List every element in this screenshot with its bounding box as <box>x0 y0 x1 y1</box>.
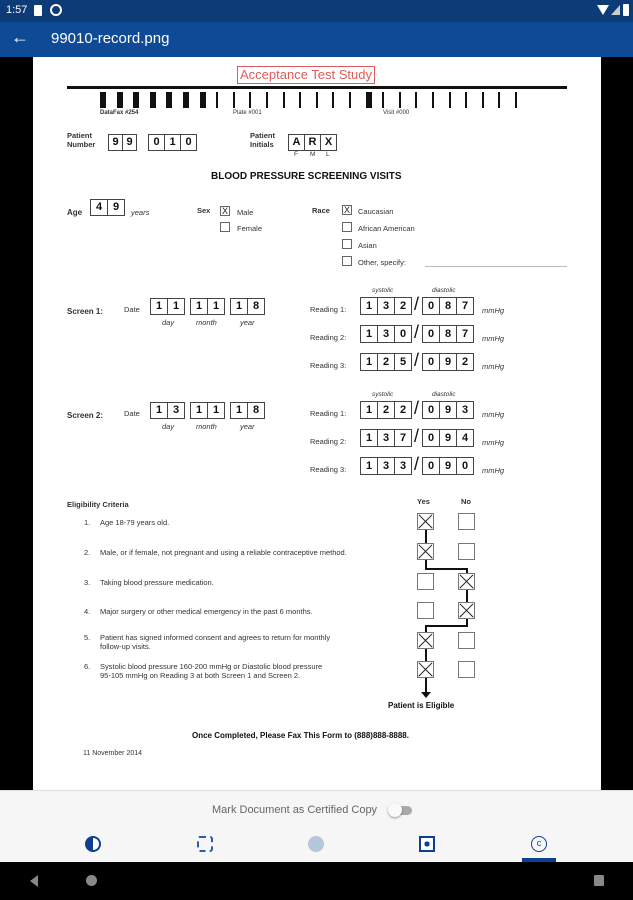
initials-sublabel: L <box>326 151 330 158</box>
patient-initials-digit: A <box>288 134 305 151</box>
signal-icon <box>611 5 620 15</box>
criterion-number: 2. <box>84 548 91 557</box>
systolic-digit: 1 <box>360 325 378 343</box>
patient-initials-label: Initials <box>250 140 274 149</box>
date-field-digit: 1 <box>150 298 168 315</box>
flow-connector <box>425 678 427 692</box>
no-checkbox[interactable] <box>458 661 475 678</box>
screen-label: Screen 1: <box>67 307 104 316</box>
yes-checkbox[interactable] <box>417 573 434 590</box>
no-checkbox[interactable] <box>458 602 475 619</box>
flow-connector <box>425 625 427 632</box>
patient-number-digit: 1 <box>164 134 181 151</box>
unit-label: mmHg <box>482 306 505 315</box>
barcode-label: Plate #001 <box>233 110 262 116</box>
flow-connector <box>425 625 468 627</box>
nav-recents-icon[interactable] <box>594 875 604 886</box>
barcode-bar <box>183 92 189 108</box>
no-sync-icon <box>50 4 62 16</box>
no-checkbox[interactable] <box>458 573 475 590</box>
yes-checkbox[interactable] <box>417 513 434 530</box>
barcode-bar <box>432 92 434 108</box>
date-field-digit: 1 <box>230 402 248 419</box>
fax-footer: Once Completed, Please Fax This Form to (888)888-8888. <box>192 731 409 740</box>
barcode-bar <box>283 92 285 108</box>
barcode-bar <box>415 92 417 108</box>
systolic-header: systolic <box>372 287 394 294</box>
date-field-digit: 3 <box>167 402 185 419</box>
systolic-digit: 3 <box>377 297 395 315</box>
toggle-thumb <box>388 803 402 817</box>
barcode-bar <box>449 92 451 108</box>
systolic-digit: 0 <box>394 325 412 343</box>
systolic-digit: 7 <box>394 429 412 447</box>
race-checkbox[interactable] <box>342 256 352 266</box>
reading-label: Reading 3: <box>310 465 347 474</box>
diastolic-digit: 2 <box>456 353 474 371</box>
navigation-bar <box>0 862 633 900</box>
date-field-digit: 1 <box>190 298 208 315</box>
slash: / <box>414 322 420 342</box>
slash: / <box>414 426 420 446</box>
criterion-text: Systolic blood pressure 160-200 mmHg or Diastolic blood pressure <box>100 662 323 671</box>
barcode-bar <box>382 92 384 108</box>
yes-header: Yes <box>417 497 430 506</box>
rotate-crop-icon[interactable] <box>197 836 213 852</box>
barcode-bar <box>299 92 301 108</box>
reading-label: Reading 1: <box>310 409 347 418</box>
criterion-text: Major surgery or other medical emergency in the past 6 months. <box>100 607 313 616</box>
flow-connector <box>425 649 427 661</box>
reading-label: Reading 1: <box>310 305 347 314</box>
date-sublabel: month <box>196 318 217 327</box>
yes-checkbox[interactable] <box>417 661 434 678</box>
systolic-digit: 3 <box>377 325 395 343</box>
wifi-icon <box>597 5 609 15</box>
unit-label: mmHg <box>482 362 505 371</box>
date-sublabel: year <box>240 422 255 431</box>
age-label: Age <box>67 208 83 217</box>
age-digit: 9 <box>107 199 125 216</box>
date-field-digit: 8 <box>247 402 265 419</box>
barcode-bar <box>200 92 206 108</box>
systolic-digit: 3 <box>394 457 412 475</box>
blur-icon[interactable] <box>308 836 324 852</box>
systolic-digit: 5 <box>394 353 412 371</box>
diastolic-digit: 4 <box>456 429 474 447</box>
date-sublabel: day <box>162 318 175 327</box>
barcode-bar <box>399 92 401 108</box>
criterion-text: Patient has signed informed consent and agrees to return for monthly <box>100 633 331 642</box>
criterion-number: 5. <box>84 633 91 642</box>
barcode-bar <box>166 92 172 108</box>
unit-label: mmHg <box>482 466 505 475</box>
diastolic-digit: 0 <box>422 457 440 475</box>
barcode-bar <box>498 92 500 108</box>
date-label: Date <box>124 409 140 418</box>
certified-copy-toggle[interactable] <box>392 806 412 815</box>
systolic-digit: 3 <box>377 457 395 475</box>
diastolic-digit: 8 <box>439 325 457 343</box>
diastolic-digit: 0 <box>422 325 440 343</box>
yes-checkbox[interactable] <box>417 602 434 619</box>
eligible-result: Patient is Eligible <box>388 701 455 710</box>
barcode-label: DataFax #254 <box>100 110 139 116</box>
yes-checkbox[interactable] <box>417 632 434 649</box>
systolic-digit: 2 <box>377 401 395 419</box>
diastolic-digit: 7 <box>456 325 474 343</box>
diastolic-digit: 0 <box>422 429 440 447</box>
barcode-bar <box>133 92 139 108</box>
race-option-label: Other, specify: <box>358 258 406 267</box>
sex-label: Sex <box>197 206 211 215</box>
reading-label: Reading 3: <box>310 361 347 370</box>
copyright-icon[interactable]: c <box>531 836 547 852</box>
page-title: 99010-record.png <box>51 30 170 47</box>
patient-number-label: Patient <box>67 131 93 140</box>
criterion-text: follow-up visits. <box>100 642 151 651</box>
years-label: years <box>131 208 150 217</box>
systolic-digit: 1 <box>360 401 378 419</box>
date-sublabel: year <box>240 318 255 327</box>
systolic-header: systolic <box>372 391 394 398</box>
systolic-digit: 1 <box>360 297 378 315</box>
screen-label: Screen 2: <box>67 411 104 420</box>
systolic-digit: 2 <box>394 297 412 315</box>
nav-home-icon[interactable] <box>86 875 97 886</box>
barcode-bar <box>366 92 372 108</box>
date-sublabel: day <box>162 422 175 431</box>
flow-connector <box>466 590 468 602</box>
systolic-digit: 1 <box>360 353 378 371</box>
date-field-digit: 1 <box>150 402 168 419</box>
bottom-panel <box>0 790 633 862</box>
systolic-digit: 1 <box>360 457 378 475</box>
race-checkbox[interactable] <box>342 239 352 249</box>
diastolic-digit: 0 <box>422 353 440 371</box>
battery-icon <box>623 4 629 16</box>
barcode-bar <box>150 92 156 108</box>
slash: / <box>414 350 420 370</box>
no-checkbox[interactable] <box>458 513 475 530</box>
date-label: Date <box>124 305 140 314</box>
patient-initials-label: Patient <box>250 131 276 140</box>
barcode-bar <box>117 92 123 108</box>
flow-connector <box>466 568 468 573</box>
header-rule <box>67 86 567 89</box>
criterion-number: 3. <box>84 578 91 587</box>
initials-sublabel: F <box>294 151 298 158</box>
criterion-text: 95-105 mmHg on Reading 3 at both Screen 1 and Screen 2. <box>100 671 301 680</box>
barcode-bar <box>233 92 235 108</box>
reading-label: Reading 2: <box>310 437 347 446</box>
barcode-label: Visit #000 <box>383 110 410 116</box>
redact-icon[interactable] <box>419 836 435 852</box>
no-header: No <box>461 497 471 506</box>
race-checkbox[interactable]: X <box>343 205 350 215</box>
criterion-number: 6. <box>84 662 91 671</box>
patient-number-digit: 0 <box>180 134 197 151</box>
barcode-bar <box>100 92 106 108</box>
patient-number-digit: 9 <box>122 134 137 151</box>
patient-initials-digit: R <box>304 134 321 151</box>
barcode-bar <box>349 92 351 108</box>
criterion-text: Age 18-79 years old. <box>100 518 170 527</box>
other-specify-line <box>425 266 567 267</box>
form-date: 11 November 2014 <box>83 750 143 757</box>
slash: / <box>414 398 420 418</box>
race-option-label: African American <box>358 224 415 233</box>
race-label: Race <box>312 206 330 215</box>
certified-copy-label: Mark Document as Certified Copy <box>212 804 378 816</box>
no-checkbox[interactable] <box>458 543 475 560</box>
patient-number-label: Number <box>67 140 96 149</box>
date-field-digit: 1 <box>230 298 248 315</box>
diastolic-header: diastolic <box>432 287 456 294</box>
back-arrow-icon[interactable]: ← <box>11 27 29 47</box>
sex-option-label: Female <box>237 224 263 233</box>
unit-label: mmHg <box>482 334 505 343</box>
race-checkbox[interactable] <box>342 222 352 232</box>
sex-option-label: Male <box>237 208 254 217</box>
unit-label: mmHg <box>482 410 505 419</box>
flow-connector <box>425 568 467 570</box>
barcode-bar <box>482 92 484 108</box>
systolic-digit: 1 <box>360 429 378 447</box>
document-page <box>33 57 601 790</box>
slash: / <box>414 294 420 314</box>
eligibility-title: Eligibility Criteria <box>67 500 129 509</box>
diastolic-digit: 9 <box>439 401 457 419</box>
flow-connector <box>425 530 427 543</box>
criterion-text: Taking blood pressure medication. <box>100 578 214 587</box>
initials-sublabel: M <box>310 151 316 158</box>
unit-label: mmHg <box>482 438 505 447</box>
patient-number-digit: 9 <box>108 134 123 151</box>
yes-checkbox[interactable] <box>417 543 434 560</box>
date-field-digit: 1 <box>190 402 208 419</box>
systolic-digit: 2 <box>394 401 412 419</box>
patient-initials-digit: X <box>320 134 337 151</box>
app-bar <box>0 22 633 57</box>
slash: / <box>414 454 420 474</box>
barcode-bar <box>316 92 318 108</box>
patient-number-digit: 0 <box>148 134 165 151</box>
barcode-bar <box>216 92 218 108</box>
no-checkbox[interactable] <box>458 632 475 649</box>
age-digit: 4 <box>90 199 108 216</box>
diastolic-digit: 7 <box>456 297 474 315</box>
brightness-icon[interactable] <box>85 836 101 852</box>
date-field-digit: 1 <box>207 402 225 419</box>
nav-back-icon[interactable] <box>30 875 38 887</box>
sex-checkbox[interactable]: X <box>221 206 228 216</box>
clock: 1:57 <box>6 4 28 16</box>
reading-label: Reading 2: <box>310 333 347 342</box>
sex-checkbox[interactable] <box>220 222 230 232</box>
criterion-text: Male, or if female, not pregnant and using a reliable contraceptive method. <box>100 548 347 557</box>
date-field-digit: 1 <box>167 298 185 315</box>
diastolic-digit: 9 <box>439 353 457 371</box>
sd-card-icon <box>34 5 42 16</box>
flow-arrow-icon <box>421 692 431 698</box>
status-bar <box>0 0 633 22</box>
diastolic-digit: 8 <box>439 297 457 315</box>
race-option-label: Caucasian <box>358 207 394 216</box>
barcode-bar <box>515 92 517 108</box>
race-option-label: Asian <box>358 241 377 250</box>
diastolic-digit: 9 <box>439 457 457 475</box>
diastolic-digit: 0 <box>422 401 440 419</box>
diastolic-digit: 0 <box>456 457 474 475</box>
diastolic-digit: 0 <box>422 297 440 315</box>
barcode-bar <box>332 92 334 108</box>
barcode-bar <box>465 92 467 108</box>
systolic-digit: 2 <box>377 353 395 371</box>
diastolic-digit: 9 <box>439 429 457 447</box>
diastolic-digit: 3 <box>456 401 474 419</box>
date-sublabel: month <box>196 422 217 431</box>
systolic-digit: 3 <box>377 429 395 447</box>
barcode-bar <box>249 92 251 108</box>
study-title: Acceptance Test Study <box>237 66 375 84</box>
date-field-digit: 8 <box>247 298 265 315</box>
criterion-number: 1. <box>84 518 91 527</box>
barcode-bar <box>266 92 268 108</box>
form-heading: BLOOD PRESSURE SCREENING VISITS <box>211 171 402 182</box>
diastolic-header: diastolic <box>432 391 456 398</box>
date-field-digit: 1 <box>207 298 225 315</box>
criterion-number: 4. <box>84 607 91 616</box>
